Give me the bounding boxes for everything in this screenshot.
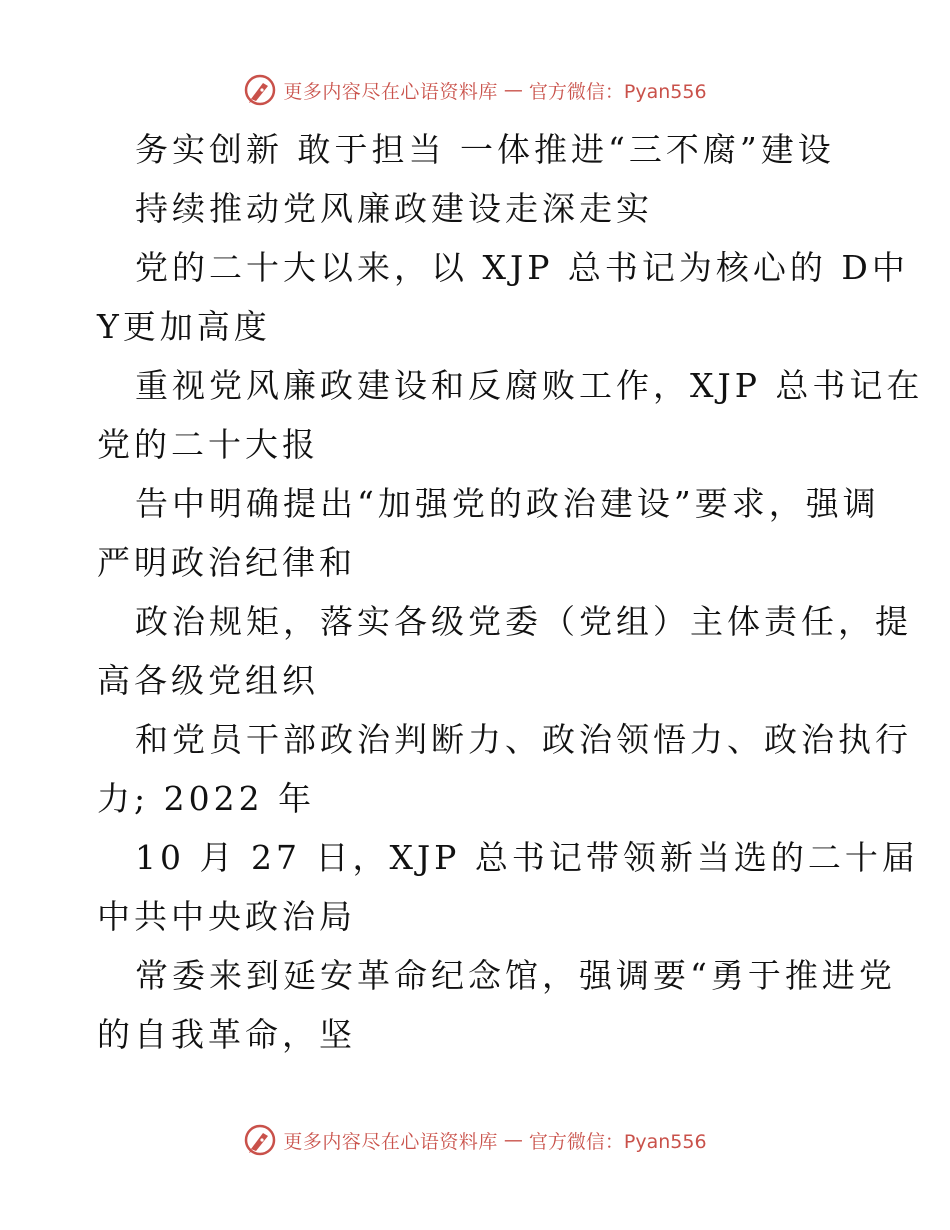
document-body <box>97 120 924 1064</box>
document-line: Y更加高度 <box>97 307 271 346</box>
document-line: 告中明确提出“加强党的政治建设”要求，强调 <box>135 484 880 523</box>
footer-wechat-text: 官方微信：Pyan556 <box>528 1130 707 1153</box>
header-banner <box>0 70 950 110</box>
footer-banner <box>0 1120 950 1160</box>
document-line: 务实创新 敢于担当 一体推进“三不腐”建设 <box>135 130 835 169</box>
footer-brand-text: 更多内容尽在心语资料库 <box>283 1130 498 1153</box>
header-brand-text: 更多内容尽在心语资料库 <box>283 80 498 103</box>
header-separator: — <box>503 79 523 101</box>
document-line: 10 月 27 日，XJP 总书记带领新当选的二十届 <box>135 838 919 877</box>
header-wechat-text: 官方微信：Pyan556 <box>528 80 707 103</box>
document-line: 党的二十大报 <box>97 425 319 464</box>
document-line: 中共中央政治局 <box>97 897 356 936</box>
document-line: 持续推动党风廉政建设走深走实 <box>135 189 653 228</box>
document-line: 严明政治纪律和 <box>97 543 356 582</box>
document-line: 力; 2022 年 <box>97 779 316 818</box>
document-line: 常委来到延安革命纪念馆，强调要“勇于推进党 <box>135 956 896 995</box>
document-line: 党的二十大以来，以 XJP 总书记为核心的 D中 <box>135 248 909 287</box>
document-line: 的自我革命，坚 <box>97 1015 356 1054</box>
document-line: 和党员干部政治判断力、政治领悟力、政治执行 <box>135 720 912 759</box>
footer-separator: — <box>503 1129 523 1151</box>
document-line: 高各级党组织 <box>97 661 319 700</box>
pen-nib-logo-icon <box>243 1123 277 1157</box>
pen-nib-logo-icon <box>243 73 277 107</box>
document-line: 重视党风廉政建设和反腐败工作，XJP 总书记在 <box>135 366 924 405</box>
document-line: 政治规矩，落实各级党委（党组）主体责任，提 <box>135 602 912 641</box>
